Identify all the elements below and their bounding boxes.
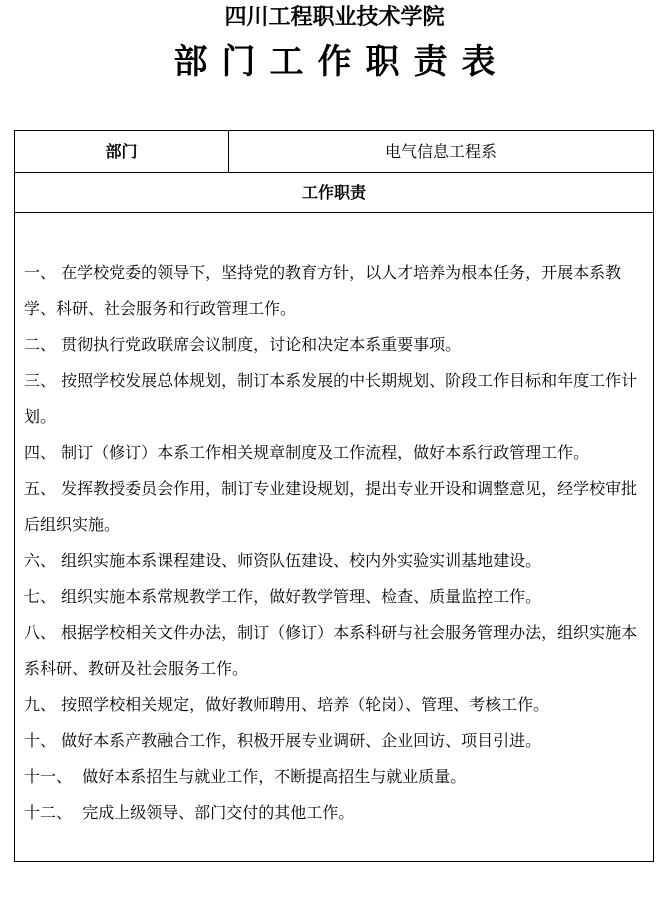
duty-item [24,327,650,363]
duty-text: 根据学校相关文件办法，制订（修订）本系科研与社会服务管理办法，组织实施本系科研、教研及社会服务工作。 [24,623,638,678]
duty-item [24,723,650,759]
duty-number: 二、 [24,335,62,354]
duty-item [24,471,650,543]
duty-text: 在学校党委的领导下，坚持党的教育方针，以人才培养为根本任务，开展本系教学、科研、社会服务和行政管理工作。 [24,263,622,318]
duty-item [24,579,650,615]
duties-heading: 工作职责 [15,173,653,213]
duty-text: 贯彻执行党政联席会议制度，讨论和决定本系重要事项。 [61,335,462,354]
duty-number: 五、 [24,479,62,498]
duty-number: 九、 [24,695,62,714]
department-row [15,131,653,173]
duty-text: 发挥教授委员会作用，制订专业建设规划，提出专业开设和调整意见，经学校审批后组织实施。 [24,479,638,534]
duty-item [24,615,650,687]
duty-number: 三、 [24,371,62,390]
department-value: 电气信息工程系 [384,142,497,161]
duty-item [24,255,650,327]
duty-text: 完成上级领导、部门交付的其他工作。 [82,803,355,822]
duty-number: 四、 [24,443,62,462]
duty-number: 十一、 [24,767,83,786]
duties-list [24,255,650,831]
school-name: 四川工程职业技术学院 [224,5,445,30]
duty-text: 组织实施本系常规教学工作，做好教学管理、检查、质量监控工作。 [61,587,542,606]
duty-item [24,795,650,831]
duty-text: 做好本系产教融合工作，积极开展专业调研、企业回访、项目引进。 [61,731,542,750]
duty-text: 制订（修订）本系工作相关规章制度及工作流程，做好本系行政管理工作。 [61,443,590,462]
duty-item [24,363,650,435]
duty-item [24,543,650,579]
duty-item [24,687,650,723]
department-label: 部门 [15,131,229,172]
duty-number: 八、 [24,623,62,642]
duty-item [24,435,650,471]
duty-number: 十二、 [24,803,83,822]
duty-number: 七、 [24,587,62,606]
duties-table [14,130,654,862]
duty-text: 按照学校相关规定，做好教师聘用、培养（轮岗）、管理、考核工作。 [61,695,550,714]
duty-number: 一、 [24,263,62,282]
duty-number: 六、 [24,551,62,570]
duty-number: 十、 [24,731,62,750]
duty-text: 组织实施本系课程建设、师资队伍建设、校内外实验实训基地建设。 [61,551,542,570]
duty-text: 做好本系招生与就业工作，不断提高招生与就业质量。 [82,767,467,786]
duty-item [24,759,650,795]
document-title: 部门工作职责表 [173,42,510,82]
duty-text: 按照学校发展总体规划，制订本系发展的中长期规划、阶段工作目标和年度工作计划。 [24,371,638,426]
